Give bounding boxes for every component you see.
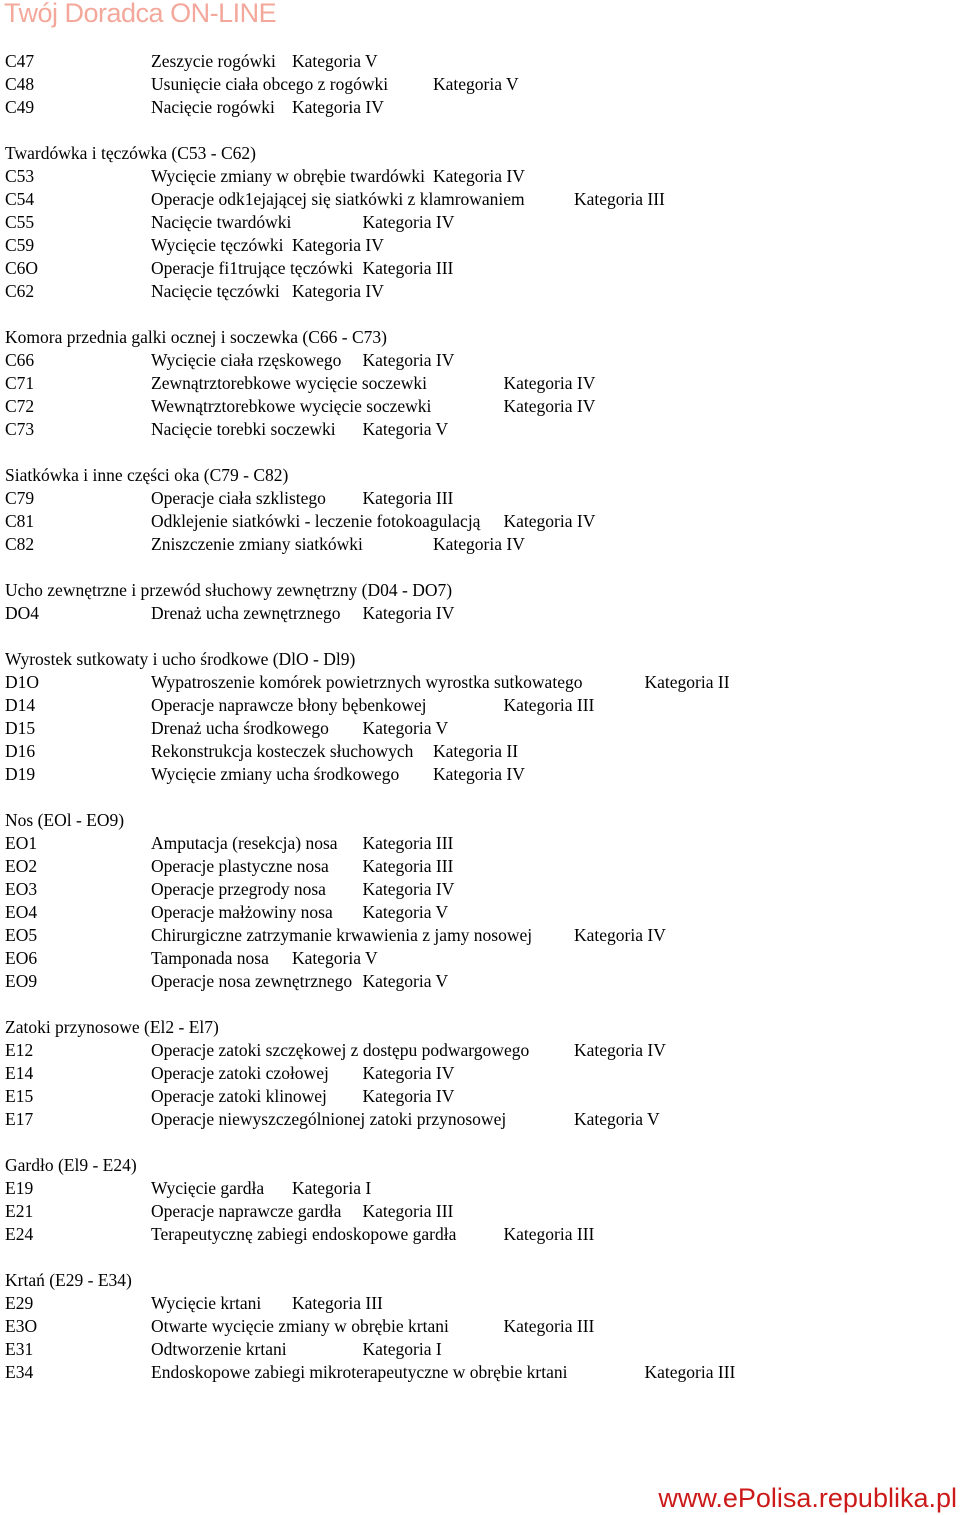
procedure-category: Kategoria III	[292, 1293, 383, 1313]
procedure-name: Otwarte wycięcie zmiany w obrębie krtani	[151, 1316, 449, 1336]
procedure-name: Zniszczenie zmiany siatkówki	[151, 534, 363, 554]
procedure-code: C55	[5, 212, 35, 232]
procedure-name: Nacięcie rogówki	[151, 97, 275, 117]
procedure-name: Operacje zatoki klinowej	[151, 1086, 327, 1106]
procedure-code: EO2	[5, 856, 38, 876]
procedure-code: D15	[5, 718, 36, 738]
procedure-row	[5, 1292, 955, 1315]
procedure-name: Zeszycie rogówki	[151, 51, 276, 71]
procedure-code: EO6	[5, 948, 38, 968]
procedure-category: Kategoria IV	[362, 212, 455, 232]
procedure-code: C72	[5, 396, 35, 416]
section-title: Ucho zewnętrzne i przewód słuchowy zewnętrzny (D04 - DO7)	[5, 580, 453, 600]
procedure-code: E17	[5, 1109, 34, 1129]
page-header-title: Twój Doradca ON-LINE	[4, 0, 277, 28]
procedure-name: Operacje nosa zewnętrznego	[151, 971, 353, 991]
procedure-category: Kategoria V	[362, 971, 449, 991]
procedure-row	[5, 717, 955, 740]
procedure-category: Kategoria IV	[362, 879, 455, 899]
procedure-name: Zewnątrztorebkowe wycięcie soczewki	[151, 373, 427, 393]
procedure-category: Kategoria III	[362, 833, 454, 853]
procedure-row	[5, 1338, 955, 1361]
procedure-code: E34	[5, 1362, 34, 1382]
procedure-category: Kategoria V	[362, 718, 449, 738]
procedure-category: Kategoria I	[292, 1178, 372, 1198]
procedure-row	[5, 1085, 955, 1108]
section-title: Krtań (E29 - E34)	[5, 1270, 132, 1290]
procedure-code: E31	[5, 1339, 34, 1359]
procedure-category: Kategoria IV	[503, 396, 596, 416]
procedure-category: Kategoria V	[433, 74, 519, 94]
procedure-name: Operacje ciała szklistego	[151, 488, 326, 508]
procedure-category: Kategoria IV	[503, 373, 596, 393]
procedure-name: Odtworzenie krtani	[151, 1339, 287, 1359]
procedure-row	[5, 924, 955, 947]
procedure-code: C82	[5, 534, 35, 554]
procedure-row	[5, 1315, 955, 1338]
procedure-row	[5, 763, 955, 786]
procedure-row	[5, 1177, 955, 1200]
procedure-name: Drenaż ucha środkowego	[151, 718, 329, 738]
procedure-name: Wewnątrztorebkowe wycięcie soczewki	[151, 396, 432, 416]
procedure-name: Amputacja (resekcja) nosa	[151, 833, 338, 853]
procedure-name: Nacięcie twardówki	[151, 212, 292, 232]
procedure-category: Kategoria V	[362, 419, 449, 439]
procedure-section	[5, 142, 955, 303]
procedure-code: C59	[5, 235, 35, 255]
footer-url[interactable]: www.ePolisa.republika.pl	[658, 1483, 957, 1513]
procedure-category: Kategoria I	[362, 1339, 442, 1359]
procedure-section	[5, 464, 955, 556]
procedure-name: Endoskopowe zabiegi mikroterapeutyczne w obrębie krtani	[151, 1362, 568, 1382]
procedure-code: E15	[5, 1086, 34, 1106]
procedure-name: Wycięcie gardła	[151, 1178, 265, 1198]
procedure-list	[5, 50, 955, 1407]
procedure-row	[5, 533, 955, 556]
procedure-code: EO9	[5, 971, 38, 991]
procedure-row	[5, 1223, 955, 1246]
procedure-name: Operacje odk1ejającej się siatkówki z klamrowaniem	[151, 189, 525, 209]
procedure-category: Kategoria III	[644, 1362, 736, 1382]
procedure-category: Kategoria III	[503, 1316, 595, 1336]
procedure-code: EO1	[5, 833, 38, 853]
procedure-name: Tamponada nosa	[151, 948, 269, 968]
procedure-row	[5, 878, 955, 901]
procedure-category: Kategoria IV	[433, 534, 525, 554]
procedure-category: Kategoria IV	[292, 281, 384, 301]
section-title: Siatkówka i inne części oka (C79 - C82)	[5, 465, 289, 485]
procedure-category: Kategoria II	[644, 672, 730, 692]
procedure-code: C47	[5, 51, 35, 71]
procedure-category: Kategoria V	[292, 948, 378, 968]
procedure-section	[5, 579, 955, 625]
procedure-code: E21	[5, 1201, 34, 1221]
procedure-code: E3O	[5, 1316, 38, 1336]
procedure-name: Wypatroszenie komórek powietrznych wyrostka sutkowatego	[151, 672, 583, 692]
procedure-code: C79	[5, 488, 35, 508]
procedure-code: EO3	[5, 879, 38, 899]
procedure-name: Operacje niewyszczególnionej zatoki przynosowej	[151, 1109, 507, 1129]
procedure-row	[5, 970, 955, 993]
procedure-name: Wycięcie tęczówki	[151, 235, 284, 255]
procedure-row	[5, 671, 955, 694]
procedure-category: Kategoria III	[574, 189, 665, 209]
procedure-row	[5, 1108, 955, 1131]
procedure-section	[5, 809, 955, 993]
procedure-name: Usunięcie ciała obcego z rogówki	[151, 74, 389, 94]
procedure-row	[5, 832, 955, 855]
procedure-category: Kategoria IV	[574, 1040, 666, 1060]
procedure-row	[5, 1039, 955, 1062]
procedure-row	[5, 165, 955, 188]
procedure-code: E19	[5, 1178, 34, 1198]
procedure-row	[5, 257, 955, 280]
procedure-category: Kategoria II	[433, 741, 519, 761]
procedure-code: E24	[5, 1224, 34, 1244]
procedure-name: Wycięcie ciała rzęskowego	[151, 350, 342, 370]
procedure-name: Wycięcie zmiany ucha środkowego	[151, 764, 400, 784]
procedure-row	[5, 1361, 955, 1384]
procedure-row	[5, 349, 955, 372]
procedure-name: Operacje fi1trujące tęczówki	[151, 258, 354, 278]
procedure-name: Operacje plastyczne nosa	[151, 856, 329, 876]
procedure-code: C66	[5, 350, 35, 370]
section-title: Komora przednia galki ocznej i soczewka (C66 - C73)	[5, 327, 387, 347]
procedure-row	[5, 280, 955, 303]
procedure-code: D16	[5, 741, 36, 761]
procedure-row	[5, 947, 955, 970]
procedure-category: Kategoria IV	[362, 1086, 455, 1106]
procedure-code: C53	[5, 166, 35, 186]
procedure-name: Operacje naprawcze błony bębenkowej	[151, 695, 427, 715]
procedure-section	[5, 1154, 955, 1246]
section-title: Gardło (El9 - E24)	[5, 1155, 137, 1175]
procedure-category: Kategoria III	[362, 488, 454, 508]
procedure-row	[5, 1200, 955, 1223]
procedure-code: C62	[5, 281, 35, 301]
procedure-section	[5, 1016, 955, 1131]
procedure-row	[5, 73, 955, 96]
procedure-code: C73	[5, 419, 35, 439]
procedure-category: Kategoria III	[362, 1201, 454, 1221]
procedure-name: Wycięcie zmiany w obrębie twardówki	[151, 166, 425, 186]
procedure-name: Chirurgiczne zatrzymanie krwawienia z jamy nosowej	[151, 925, 533, 945]
procedure-code: DO4	[5, 603, 40, 623]
procedure-row	[5, 602, 955, 625]
procedure-name: Nacięcie torebki soczewki	[151, 419, 336, 439]
procedure-code: D1O	[5, 672, 40, 692]
procedure-row	[5, 855, 955, 878]
procedure-name: Rekonstrukcja kosteczek słuchowych	[151, 741, 414, 761]
procedure-row	[5, 740, 955, 763]
procedure-row	[5, 1062, 955, 1085]
procedure-code: E29	[5, 1293, 34, 1313]
procedure-row	[5, 372, 955, 395]
procedure-name: Operacje małżowiny nosa	[151, 902, 333, 922]
procedure-code: EO4	[5, 902, 38, 922]
procedure-name: Terapeutycznę zabiegi endoskopowe gardła	[151, 1224, 457, 1244]
procedure-category: Kategoria IV	[574, 925, 666, 945]
procedure-category: Kategoria IV	[292, 97, 384, 117]
procedure-row	[5, 211, 955, 234]
procedure-section	[5, 1269, 955, 1384]
procedure-name: Operacje naprawcze gardła	[151, 1201, 342, 1221]
procedure-category: Kategoria V	[292, 51, 378, 71]
procedure-category: Kategoria IV	[362, 1063, 455, 1083]
procedure-category: Kategoria III	[362, 856, 454, 876]
procedure-category: Kategoria IV	[503, 511, 596, 531]
procedure-name: Nacięcie tęczówki	[151, 281, 280, 301]
procedure-code: D14	[5, 695, 36, 715]
procedure-code: C81	[5, 511, 35, 531]
procedure-name: Drenaż ucha zewnętrznego	[151, 603, 341, 623]
procedure-category: Kategoria V	[362, 902, 449, 922]
procedure-row	[5, 188, 955, 211]
procedure-name: Operacje zatoki czołowej	[151, 1063, 329, 1083]
section-title: Zatoki przynosowe (El2 - El7)	[5, 1017, 219, 1037]
procedure-row	[5, 395, 955, 418]
procedure-code: D19	[5, 764, 36, 784]
procedure-name: Odklejenie siatkówki - leczenie fotokoagulacją	[151, 511, 481, 531]
procedure-code: C6O	[5, 258, 39, 278]
procedure-code: C48	[5, 74, 35, 94]
procedure-category: Kategoria IV	[362, 350, 455, 370]
procedure-category: Kategoria III	[503, 1224, 595, 1244]
procedure-category: Kategoria IV	[362, 603, 455, 623]
procedure-row	[5, 96, 955, 119]
procedure-name: Operacje przegrody nosa	[151, 879, 326, 899]
procedure-category: Kategoria IV	[433, 764, 525, 784]
section-title: Twardówka i tęczówka (C53 - C62)	[5, 143, 256, 163]
section-title: Wyrostek sutkowaty i ucho środkowe (DlO - Dl9)	[5, 649, 356, 669]
procedure-section	[5, 648, 955, 786]
section-title: Nos (EOl - EO9)	[5, 810, 125, 830]
procedure-code: E12	[5, 1040, 34, 1060]
procedure-code: C71	[5, 373, 35, 393]
procedure-name: Wycięcie krtani	[151, 1293, 262, 1313]
procedure-category: Kategoria III	[362, 258, 454, 278]
procedure-row	[5, 487, 955, 510]
procedure-name: Operacje zatoki szczękowej z dostępu podwargowego	[151, 1040, 530, 1060]
procedure-category: Kategoria IV	[292, 235, 384, 255]
procedure-code: C49	[5, 97, 35, 117]
procedure-category: Kategoria V	[574, 1109, 660, 1129]
procedure-row	[5, 234, 955, 257]
procedure-code: EO5	[5, 925, 38, 945]
procedure-row	[5, 901, 955, 924]
procedure-section	[5, 326, 955, 441]
procedure-row	[5, 50, 955, 73]
procedure-code: C54	[5, 189, 35, 209]
procedure-row	[5, 510, 955, 533]
procedure-category: Kategoria III	[503, 695, 595, 715]
procedure-category: Kategoria IV	[433, 166, 525, 186]
procedure-code: E14	[5, 1063, 34, 1083]
procedure-row	[5, 694, 955, 717]
procedure-row	[5, 418, 955, 441]
procedure-section	[5, 50, 955, 119]
